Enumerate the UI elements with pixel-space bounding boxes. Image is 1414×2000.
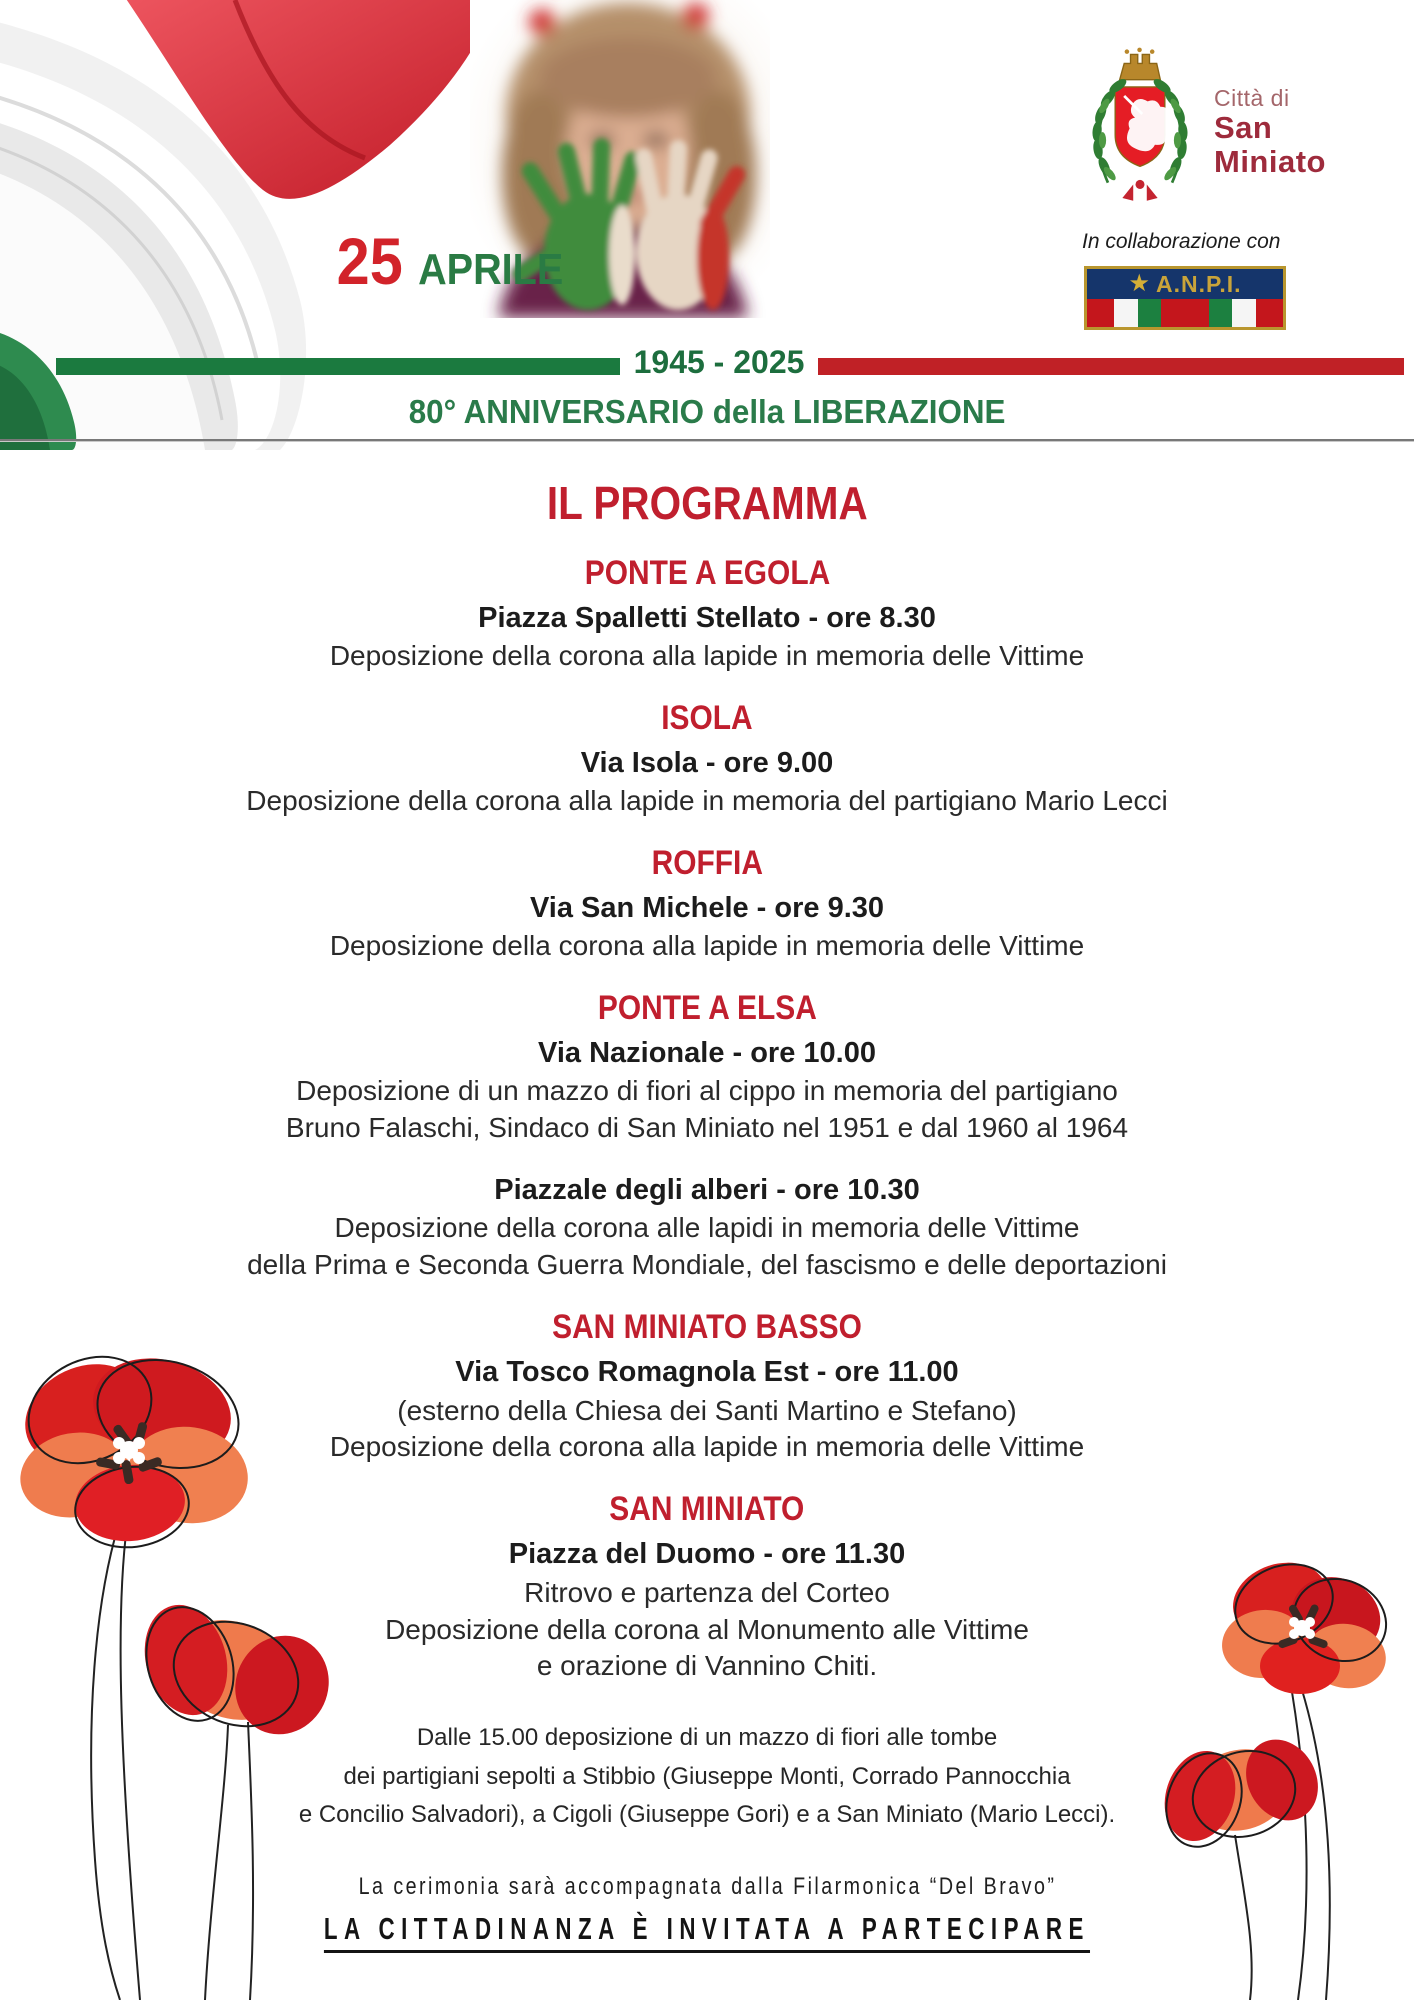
event-description-line: Deposizione della corona alla lapide in memoria delle Vittime (329, 640, 1085, 672)
afternoon-note (0, 1719, 1414, 1834)
event-venue-time: Via Nazionale - ore 10.00 (538, 1037, 876, 1070)
city-name: San Miniato (1214, 110, 1326, 180)
anpi-badge (1084, 266, 1286, 330)
event-venue-time: Piazzale degli alberi - ore 10.30 (494, 1174, 920, 1207)
program-section (0, 989, 1414, 1284)
section-title: SAN MINIATO (609, 1490, 805, 1529)
event-description-line: (esterno della Chiesa dei Santi Martino e Stefano) (397, 1394, 1017, 1426)
section-title: SAN MINIATO BASSO (552, 1308, 862, 1347)
program-section (0, 554, 1414, 675)
section-title: ROFFIA (651, 844, 763, 883)
program-section (0, 699, 1414, 820)
program-sections (0, 554, 1414, 1685)
event-description-line: Ritrovo e partenza del Corteo (524, 1576, 890, 1608)
month-aprile: APRILE (418, 245, 564, 294)
program-section (0, 1490, 1414, 1685)
event-venue-time: Piazza Spalletti Stellato - ore 8.30 (478, 602, 936, 634)
event-venue-time: Piazza del Duomo - ore 11.30 (508, 1538, 906, 1571)
green-bar (56, 358, 620, 375)
event-description-line: Deposizione della corona alla lapide in memoria delle Vittime (329, 930, 1085, 962)
event-venue-time: Via Isola - ore 9.00 (580, 747, 834, 780)
event (0, 599, 1414, 675)
event-description-line: e orazione di Vannino Chiti. (536, 1650, 878, 1682)
program-section (0, 844, 1414, 965)
event (0, 1535, 1414, 1685)
invite-line: LA CITTADINANZA È INVITATA A PARTECIPARE (0, 1911, 1414, 1953)
san-miniato-coat-of-arms (1070, 28, 1210, 228)
event-venue-time: Via Tosco Romagnola Est - ore 11.00 (455, 1356, 959, 1389)
red-bar (818, 358, 1404, 375)
event (0, 1353, 1414, 1466)
event (0, 1034, 1414, 1147)
event (0, 889, 1414, 965)
section-title: ISOLA (661, 699, 753, 738)
separator-line (0, 439, 1414, 442)
event-description-line: Deposizione della corona alla lapide in memoria delle Vittime (329, 1431, 1085, 1463)
event-description-line: Bruno Falaschi, Sindaco di San Miniato nel 1951 e dal 1960 al 1964 (285, 1112, 1129, 1144)
afternoon-note-line: e Concilio Salvadori), a Cigoli (Giuseppe Gori) e a San Miniato (Mario Lecci). (298, 1801, 1116, 1829)
star-icon: ★ (1128, 270, 1150, 297)
event-venue-time: Via San Michele - ore 9.30 (529, 892, 885, 925)
event (0, 744, 1414, 820)
event-description-line: Deposizione della corona alle lapidi in memoria delle Vittime (334, 1212, 1080, 1244)
anniversary-line: 80° ANNIVERSARIO della LIBERAZIONE (408, 393, 1006, 430)
collaboration-label: In collaborazione con (1082, 230, 1281, 253)
anpi-tricolor-stripes (1087, 299, 1283, 327)
date-heading (333, 224, 572, 298)
event-description-line: Deposizione della corona alla lapide in memoria del partigiano Mario Lecci (246, 785, 1168, 817)
city-label: Città di (1214, 85, 1290, 111)
event-description-line: Deposizione della corona al Monumento alle Vittime (385, 1613, 1029, 1645)
section-title: PONTE A ELSA (597, 989, 817, 1028)
program-section (0, 1308, 1414, 1466)
anpi-label: A.N.P.I. (1155, 270, 1242, 297)
afternoon-note-line: Dalle 15.00 deposizione di un mazzo di fiori alle tombe (416, 1724, 998, 1752)
band-note: La cerimonia sarà accompagnata dalla Filarmonica “Del Bravo” (358, 1872, 1056, 1900)
program (0, 462, 1414, 1953)
section-title: PONTE A EGOLA (584, 554, 830, 592)
years-1945-2025: 1945 - 2025 (633, 344, 805, 380)
afternoon-note-line: dei partigiani sepolti a Stibbio (Giuseppe Monti, Corrado Pannocchia (343, 1762, 1071, 1790)
event (0, 1171, 1414, 1284)
date-25: 25 (336, 224, 403, 298)
event-description-line: Deposizione di un mazzo di fiori al cippo in memoria del partigiano (296, 1075, 1118, 1107)
page-title: IL PROGRAMMA (546, 477, 868, 529)
event-description-line: della Prima e Seconda Guerra Mondiale, del fascismo e delle deportazioni (247, 1249, 1167, 1281)
